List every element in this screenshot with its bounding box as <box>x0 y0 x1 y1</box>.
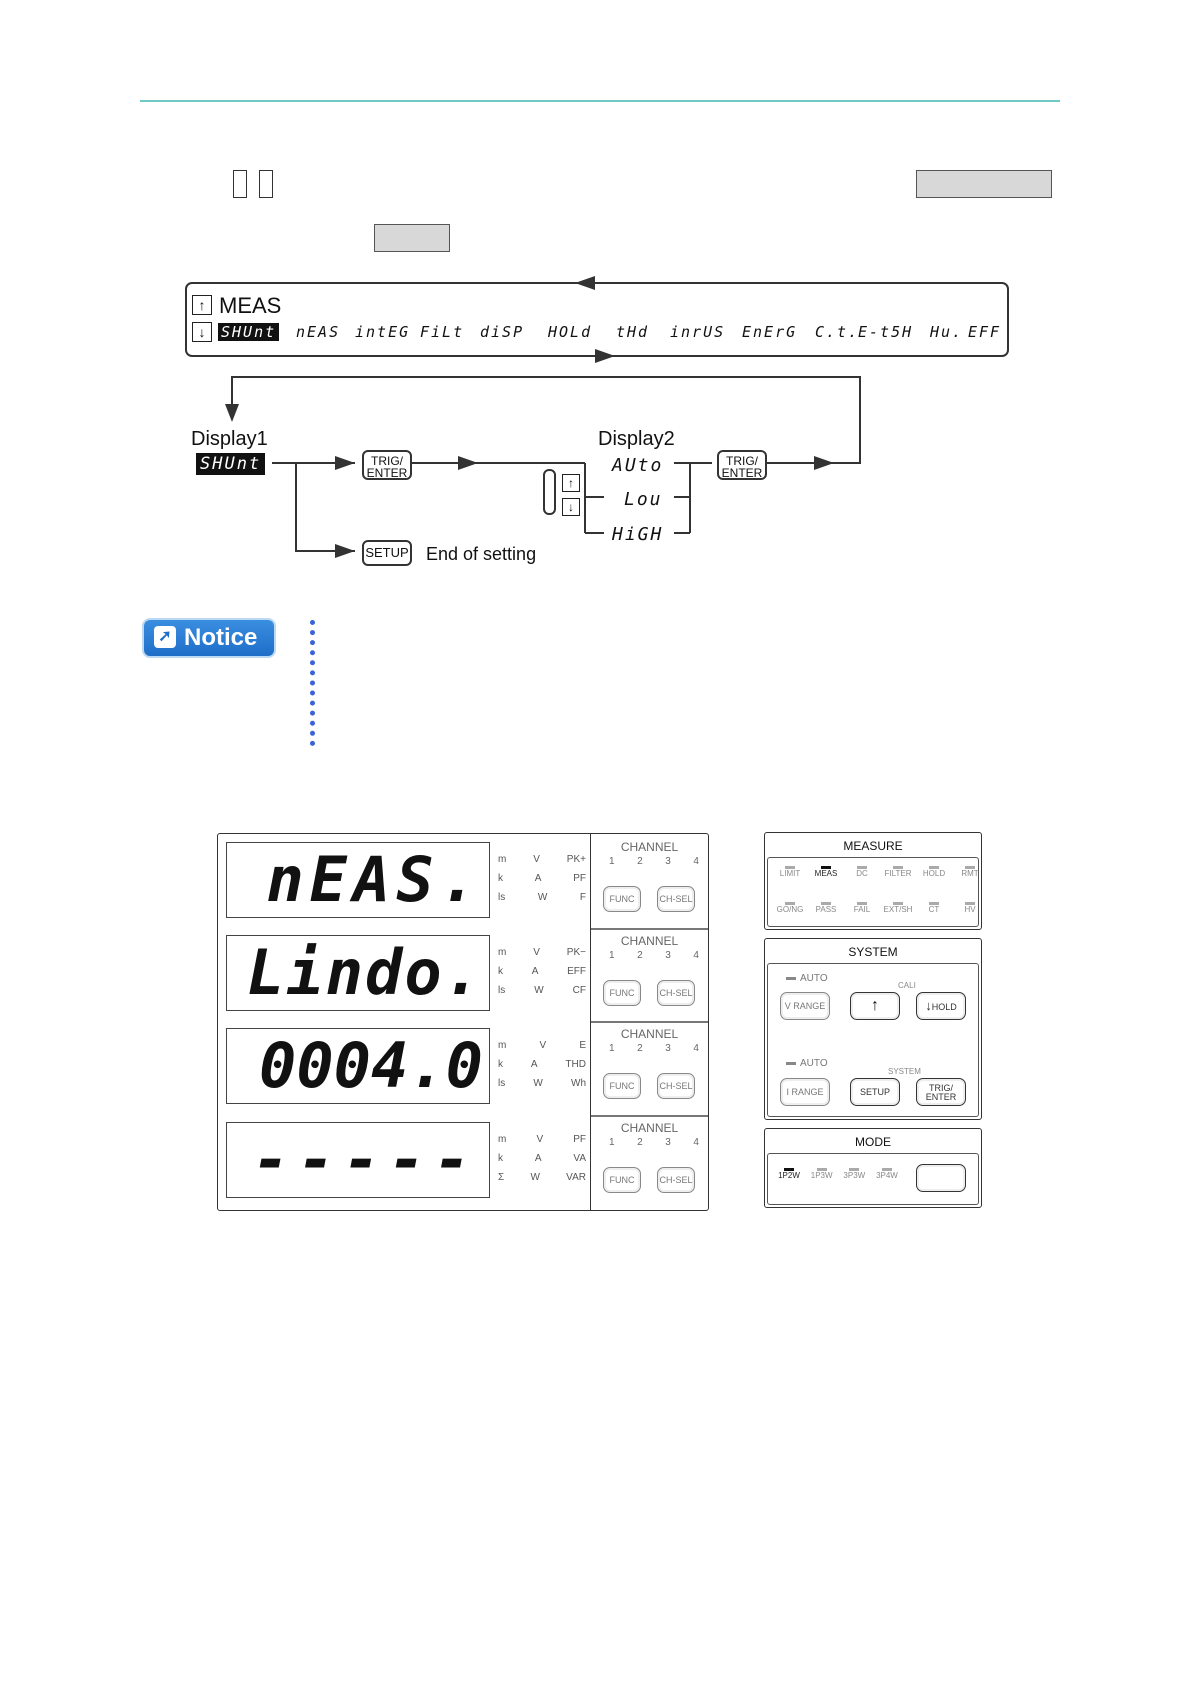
notice-label: Notice <box>184 624 258 651</box>
key-box-down <box>259 170 273 198</box>
display2-option-auto: AUto <box>612 455 664 476</box>
unit: PK− <box>566 947 586 958</box>
measure-panel <box>764 832 982 930</box>
func-button[interactable]: FUNC <box>603 886 641 912</box>
menu-item-inrus: inrUS <box>670 323 726 341</box>
led-label: 3P4W <box>876 1171 898 1180</box>
unit: ls <box>498 1078 506 1089</box>
hold-label: HOLD <box>931 1002 957 1012</box>
unit: ls <box>498 892 506 903</box>
lcd-display-3 <box>226 1028 490 1104</box>
unit: W <box>530 1172 540 1183</box>
measure-title: MEASURE <box>843 839 903 853</box>
channel-numbers: 1 2 3 4 <box>609 1043 699 1054</box>
auto-led-1: AUTO <box>786 973 828 984</box>
unit: Wh <box>571 1078 586 1089</box>
unit: A <box>534 873 542 884</box>
unit: m <box>498 854 507 865</box>
led-label: FILTER <box>884 869 912 878</box>
led-label: 1P2W <box>778 1171 800 1180</box>
mode-leds <box>774 1168 902 1180</box>
menu-item-shunt: SHUnt <box>218 323 279 341</box>
channel-title: CHANNEL <box>620 1027 679 1041</box>
front-panel-displays <box>217 833 709 1211</box>
setup-button-panel[interactable]: SETUP <box>850 1078 900 1106</box>
down-arrow-key-icon-2: ↓ <box>562 498 580 516</box>
down-hold-button[interactable] <box>916 992 966 1020</box>
led-label: GO/NG <box>776 905 804 914</box>
channel-section-2 <box>591 928 708 1023</box>
unit: V <box>536 1134 544 1145</box>
unit: A <box>530 1059 538 1070</box>
menu-item-disp: diSP <box>480 323 525 341</box>
led-label: EXT/SH <box>883 905 913 914</box>
led-label: HV <box>964 905 976 914</box>
display2-option-high: HiGH <box>612 524 664 545</box>
led-label: HOLD <box>922 869 946 878</box>
led-label: LIMIT <box>779 869 801 878</box>
unit: Σ <box>498 1172 505 1183</box>
func-button[interactable]: FUNC <box>603 1073 641 1099</box>
menu-item-hold: HOLd <box>548 323 593 341</box>
header-rule <box>140 100 1060 102</box>
unit: EFF <box>567 966 586 977</box>
unit-block-4 <box>498 1134 586 1183</box>
unit: THD <box>565 1059 586 1070</box>
unit: m <box>498 1040 507 1051</box>
up-arrow-key-icon: ↑ <box>192 295 212 315</box>
display2-label: Display2 <box>598 428 675 450</box>
unit: VA <box>573 1153 586 1164</box>
notice-badge <box>144 620 274 656</box>
trig-enter-button-2: TRIG/ ENTER <box>717 450 767 480</box>
led-label: FAIL <box>853 905 871 914</box>
lcd-display-4 <box>226 1122 490 1198</box>
unit: m <box>498 947 507 958</box>
led-label: 1P3W <box>810 1171 833 1180</box>
up-arrow-key-icon-2: ↑ <box>562 474 580 492</box>
func-button[interactable]: FUNC <box>603 980 641 1006</box>
unit: PF <box>573 1134 586 1145</box>
menu-item-filt: FiLt <box>420 323 465 341</box>
unit: V <box>533 947 540 958</box>
ch-sel-button[interactable]: CH-SEL <box>657 886 695 912</box>
unit: W <box>533 1078 543 1089</box>
unit: ls <box>498 985 506 996</box>
system-panel <box>764 938 982 1120</box>
led-label: 3P3W <box>843 1171 866 1180</box>
ch-sel-button[interactable]: CH-SEL <box>657 980 695 1006</box>
unit: W <box>537 892 548 903</box>
unit: CF <box>572 985 586 996</box>
menu-item-thd: tHd <box>616 323 650 341</box>
ch-sel-button[interactable]: CH-SEL <box>657 1073 695 1099</box>
channel-section-3 <box>591 1021 708 1117</box>
menu-item-integ: intEG <box>355 323 411 341</box>
unit: k <box>498 873 503 884</box>
unit: m <box>498 1134 507 1145</box>
unit: k <box>498 1059 503 1070</box>
lcd-value-1: nEAS. <box>266 843 483 916</box>
channel-title: CHANNEL <box>620 840 679 854</box>
unit: W <box>534 985 544 996</box>
mode-panel <box>764 1128 982 1208</box>
mode-inner <box>767 1153 979 1205</box>
system-sub-label: SYSTEM <box>888 1067 921 1076</box>
mode-title: MODE <box>855 1135 891 1149</box>
key-box-mid <box>374 224 450 252</box>
unit: V <box>539 1040 547 1051</box>
display1-label: Display1 <box>191 428 268 450</box>
menu-item-extsh: E-t5H <box>858 323 914 341</box>
cali-label: CALI <box>898 981 916 990</box>
setting-flow-diagram <box>0 270 1190 580</box>
system-title: SYSTEM <box>848 945 898 959</box>
unit: A <box>531 966 539 977</box>
down-arrow-key-icon: ↓ <box>192 322 212 342</box>
mode-button[interactable] <box>916 1164 966 1192</box>
menu-item-energ: EnErG <box>742 323 798 341</box>
pin-icon: ➚ <box>154 626 176 648</box>
meas-label: MEAS <box>219 293 282 318</box>
lcd-display-2 <box>226 935 490 1011</box>
end-of-setting-text: End of setting <box>426 544 537 564</box>
up-arrow-button[interactable]: ↑ <box>850 992 900 1020</box>
channel-section-4 <box>591 1115 708 1209</box>
down-arrow-icon: ↓ <box>925 998 932 1013</box>
trig-enter-button-1: TRIG/ ENTER <box>362 450 412 480</box>
channel-numbers: 1 2 3 4 <box>609 1137 699 1148</box>
menu-item-meas: nEAS <box>296 323 341 341</box>
lcd-value-4: ----- <box>252 1123 479 1196</box>
measure-led-row-2 <box>772 902 976 914</box>
measure-led-row-1 <box>772 866 979 878</box>
measure-inner <box>767 857 979 927</box>
auto-led-2: AUTO <box>786 1058 828 1069</box>
led-label: MEAS <box>814 869 838 878</box>
led-label: CT <box>928 905 940 914</box>
unit: E <box>579 1040 586 1051</box>
display1-value: SHUnt <box>196 453 265 475</box>
display2-option-low: Lou <box>624 489 663 510</box>
channel-title: CHANNEL <box>620 1121 679 1135</box>
v-range-button[interactable]: V RANGE <box>780 992 830 1020</box>
notice-divider <box>310 620 315 746</box>
menu-item-ct: C.t. <box>815 323 860 341</box>
unit: F <box>579 892 586 903</box>
lcd-value-2: Lindo. <box>247 936 483 1009</box>
key-box-up <box>233 170 247 198</box>
unit-block-2 <box>498 947 586 996</box>
led-label: RMT <box>961 869 979 878</box>
ch-sel-button[interactable]: CH-SEL <box>657 1167 695 1193</box>
lcd-value-3: 0004.0 <box>259 1029 483 1102</box>
unit: PK+ <box>566 854 586 865</box>
trig-enter-button-panel[interactable]: TRIG/ ENTER <box>916 1078 966 1106</box>
led-label: PASS <box>815 905 837 914</box>
unit: VAR <box>566 1172 586 1183</box>
i-range-button[interactable]: I RANGE <box>780 1078 830 1106</box>
system-inner <box>767 963 979 1117</box>
menu-item-eff: EFF <box>968 323 1002 341</box>
unit: PF <box>573 873 586 884</box>
lcd-display-1 <box>226 842 490 918</box>
menu-items-row <box>218 323 1008 347</box>
unit: A <box>534 1153 542 1164</box>
led-label: DC <box>856 869 868 878</box>
unit: k <box>498 966 503 977</box>
setup-button: SETUP <box>362 540 412 566</box>
unit-block-1 <box>498 854 586 903</box>
channel-section-1 <box>591 834 708 930</box>
channel-title: CHANNEL <box>620 934 679 948</box>
func-button[interactable]: FUNC <box>603 1167 641 1193</box>
key-box-wide <box>916 170 1052 198</box>
unit: V <box>533 854 540 865</box>
menu-item-hv: Hu. <box>930 323 964 341</box>
unit: k <box>498 1153 503 1164</box>
unit-block-3 <box>498 1040 586 1089</box>
channel-numbers: 1 2 3 4 <box>609 950 699 961</box>
channel-numbers: 1 2 3 4 <box>609 856 699 867</box>
